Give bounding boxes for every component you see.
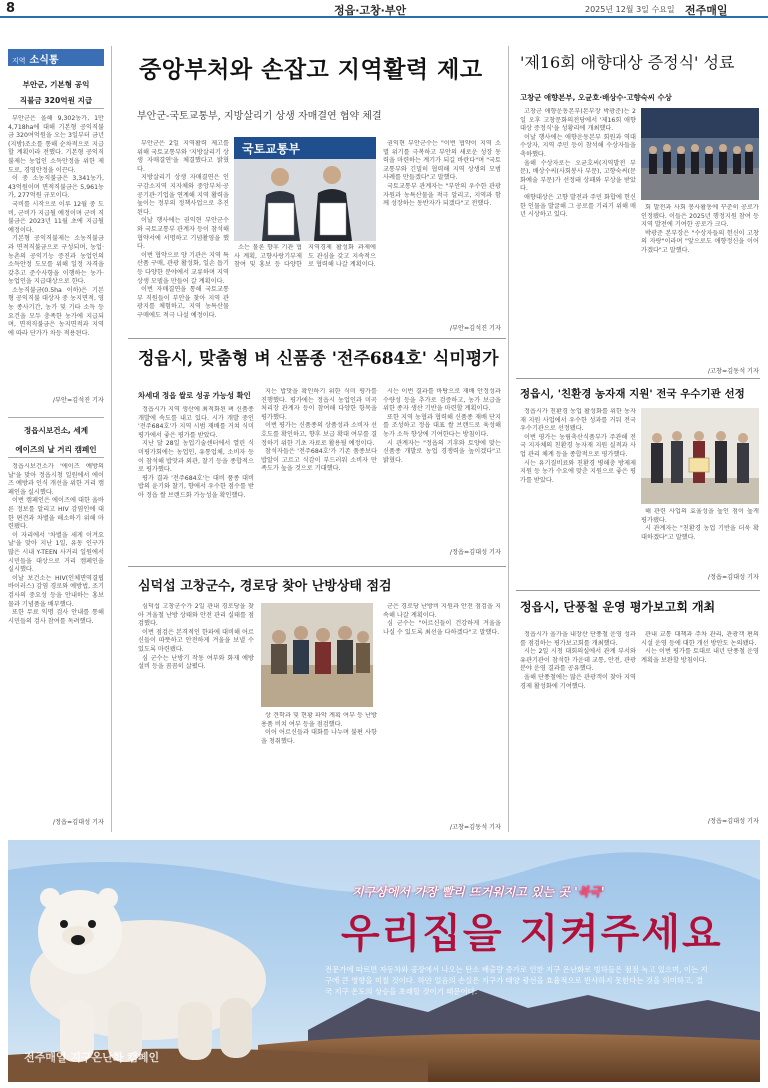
report-headline: 정읍시, 단풍철 운영 평가보고회 개최: [520, 600, 716, 614]
sidebar-tag-label: 소식통: [29, 55, 59, 66]
award-subhead: 고창군 애향본부, 오균호·배상수·고향숙씨 수상: [520, 93, 672, 102]
article-paragraph: 이번 평가는 농림축산식품부가 주관해 전국 지자체의 친환경 농자재 지원 실적과 사업 관리 체계 등을 종합적으로 평가했다.: [520, 433, 636, 458]
photo-banner-text: 국토교통부: [242, 142, 300, 156]
lead-subhead: 부안군-국토교통부, 지방살리기 상생 자매결연 협약 체결: [137, 111, 382, 122]
article-paragraph: 애향대상은 고향 발전과 주민 화합에 헌신한 인물을 발굴해 그 공로를 기리기 위해 매년 시상하고 있다.: [520, 193, 636, 219]
govisit-body-col1-cont: [138, 712, 254, 822]
section-divider: [516, 590, 760, 591]
article-paragraph: 이날 행사에는 애향운동본부 회원과 역대 수상자, 지역 주민 등이 참석해 수상자들을 축하했다.: [520, 133, 636, 158]
section-divider: [128, 566, 506, 567]
article-paragraph: 시 관계자는 "친환경 농업 기반을 더욱 확대하겠다"고 말했다.: [641, 525, 759, 541]
article-paragraph: 국비를 시작으로 이루 12월 중 도비, 군비가 지급될 예정이며 군비 직불금은 2023년 11월 초에 지급될 예정이다.: [8, 200, 104, 234]
article-paragraph: 참석자들은 '전주684호'가 기존 품종보다 밥알이 고르고 식감이 부드러워 소비자 만족도가 높을 것으로 기대했다.: [261, 448, 377, 473]
climate-campaign-ad: [8, 840, 760, 1082]
senior-center-photo: [261, 603, 373, 707]
sidebar-story2-byline: /정읍=김대성 기자: [52, 819, 104, 826]
rice-body-col3: [383, 388, 501, 538]
article-paragraph: 또한 지역 농협과 협력해 신품종 재배 단지를 조성하고 정읍 대표 쌀 브랜드로 육성해 농가 소득 향상에 기여한다는 방침이다.: [383, 413, 501, 438]
award-body-col2: [641, 204, 759, 364]
article-paragraph: 이번 캠페인은 에이즈에 대한 올바른 정보를 알리고 HIV 감염인에 대한 편견과 차별을 해소하기 위해 마련됐다.: [8, 497, 104, 531]
sidebar-story1-title-line1: 부안군, 기본형 공익: [22, 80, 90, 89]
article-paragraph: 회 발전과 사회 봉사활동에 꾸준히 공로가 인정됐다. 이들은 2025년 행정지원 참여 등 지역 발전에 기여한 공로가 크다.: [641, 204, 759, 229]
article-paragraph: 부안군은 올해 9,302농가, 1만 4,718ha에 대해 기본형 공익직불금 320여억원을 오는 3일부터 금년(지방)조소를 통해 순차적으로 지급할 계획이라 전했다. 기본형 공익직불제는 농업인 소득안정을 위한 제도로, 경영안정을 이끈다.: [8, 115, 104, 174]
article-paragraph: 이어 어르신들과 대화를 나누며 불편 사항을 청취했다.: [261, 729, 377, 745]
award-headline: '제16회 애향대상 증정식' 성료: [520, 53, 735, 72]
ad-kicker-highlight: 북극: [577, 885, 601, 899]
article-paragraph: 시는 이번 평가를 토대로 내년 단풍철 운영 계획을 보완할 방침이다.: [641, 648, 759, 664]
issue-date: 2025년 12월 3일 수요일: [585, 5, 675, 14]
award-ceremony-photo: [641, 108, 759, 200]
report-body-col2: [641, 631, 759, 811]
article-paragraph: 심 군수는 "어르신들이 건강하게 겨울을 나실 수 있도록 최선을 다하겠다"고 말했다.: [383, 620, 501, 636]
lead-body-col2: [234, 244, 376, 318]
article-paragraph: 이날 보건소는 HIV(인체면역결핍바이러스) 감염 경로와 예방법, 조기 검사의 중요성 등을 안내하는 홍보물과 기념품을 배부했다.: [8, 574, 104, 608]
newspaper-brand: 전주매일: [685, 4, 728, 17]
article-paragraph: 또한 무료 익명 검사 안내를 통해 시민들의 검사 참여를 독려했다.: [8, 609, 104, 625]
rice-body-col2: [261, 388, 377, 552]
article-paragraph: 정읍시가 올가을 내장산 단풍철 운영 성과를 점검하는 평가보고회를 개최했다.: [520, 631, 636, 647]
farmer-body-col1: [520, 408, 636, 572]
news-sidebar: [8, 49, 104, 831]
lead-body-col1: [137, 140, 229, 318]
award-byline: /고창=김동석 기자: [707, 368, 759, 375]
page-number: 8: [6, 1, 16, 16]
sidebar-tag-small: 지역: [12, 57, 26, 65]
article-paragraph: 박광준 본부장은 "수상자들의 헌신이 고창의 자랑"이라며 "앞으로도 애향정신을 이어가겠다"고 말했다.: [641, 229, 759, 254]
signing-ceremony-photo: [234, 137, 376, 241]
sidebar-story1-byline: /부안=김석진 기자: [52, 397, 104, 404]
section-title: 정읍·고창·부안: [334, 4, 407, 17]
rice-byline: /정읍=김대성 기자: [449, 549, 501, 556]
article-paragraph: 국토교통부 관계자는 "부안의 우수한 관광자원과 농특산물을 적극 알리고, 지역과 함께 성장하는 동반자가 되겠다"고 전했다.: [383, 182, 501, 208]
report-byline: /정읍=김대성 기자: [707, 818, 759, 825]
sidebar-story2-body: [8, 463, 104, 813]
ad-copy: 전문가에 따르면 자동차와 공장에서 나오는 탄소 배출량 증가로 인한 지구 온난화로 빙하들은 점점 녹고 있으며, 이는 지구에 큰 영향을 미칠 것이다. 하얀 얼음의 손실은 지구가 태양 광선을 효율적으로 반사하지 못한다는 것을 의미하고, 결국 지구 온도의 상승을 초래할 것이기 때문이다.: [325, 965, 708, 996]
sidebar-tag: [8, 49, 104, 66]
ad-kicker: [352, 883, 605, 900]
lead-photo: [234, 137, 376, 241]
article-paragraph: 평가 결과 '전주684호'는 대비 품종 대비 밥의 윤기와 찰기, 향에서 우수한 점수를 받아 정읍 쌀 브랜드화 가능성을 확인했다.: [138, 474, 254, 499]
sidebar-story2-title-line2: 에이즈의 날 거리 캠페인: [8, 442, 104, 458]
govisit-headline: 심덕섭 고창군수, 경로당 찾아 난방상태 점검: [138, 579, 392, 594]
article-paragraph: 지는 밥맛을 확인하기 위한 식미 평가를 진행했다. 평가에는 정읍시 농업인과 미곡처리장 관계자 등이 참여해 다양한 항목을 평가했다.: [261, 388, 377, 421]
sidebar-story2-title-line1: 정읍시보건소, 세계: [8, 417, 104, 438]
article-paragraph: 올해 수상자로는 오균호씨(지역발전 부문), 배상수씨(사회봉사 부문), 고향숙씨(문화예술 부문)가 선정돼 상패와 부상을 받았다.: [520, 159, 636, 193]
farmer-byline: /정읍=김대성 기자: [707, 574, 759, 581]
arctic-scene-illustration: [8, 840, 760, 1082]
lead-byline: /부안=김석진 기자: [449, 325, 501, 332]
article-paragraph: 소농직불금(0.5ha 이하)은 기본형 공익직불 대상자 중 농지면적, 영농 종사기간, 농가 및 기타 소득 등 요건을 모두 충족한 농가에 지급되며, 면적직불금은 농지면적과 지역에 따라 단가가 차등 적용된다.: [8, 286, 104, 337]
article-paragraph: 심 군수는 난방기 작동 여부와 화재 예방 설비 등을 꼼꼼히 살폈다.: [138, 654, 254, 671]
report-body-col1: [520, 631, 636, 821]
article-paragraph: 부안군은 2일 지역활력 제고를 위해 국토교통부와 '지방살리기 상생 자매결연'을 체결했다고 밝혔다.: [137, 140, 229, 173]
article-paragraph: 시는 유기질비료와 친환경 병해충 방제제 지원 등 농가 수요에 맞춘 지원으로 좋은 평가를 받았다.: [520, 459, 636, 484]
article-paragraph: 지방살리기 상생 자매결연은 인구감소지역 지자체와 중앙부처·공공기관·기업을 연계해 지역 활력을 높이는 정부의 정책사업으로 추진된다.: [137, 174, 229, 216]
sidebar-story1-body: [8, 115, 104, 391]
ad-kicker-end: ': [601, 885, 605, 899]
article-paragraph: 고창군 애향운동본부(본부장 박광준)는 2일 오후 고창문화의전당에서 '제16회 애향대상 증정식'을 성황리에 개최했다.: [520, 108, 636, 133]
article-paragraph: 이날 행사에는 권익현 부안군수와 국토교통부 관계자 등이 참석해 협약서에 서명하고 기념촬영을 했다.: [137, 217, 229, 251]
column-divider: [508, 46, 509, 832]
award-body-col1: [520, 108, 636, 374]
article-paragraph: 관내 교통 대책과 주차 관리, 관광객 편의 시설 운영 등에 대한 개선 방안도 논의됐다.: [641, 631, 759, 647]
article-paragraph: 지난 달 28일 농업기술센터에서 열린 식미평가회에는 농업인, 유통업체, 소비자 등이 참석해 밥맛과 외관, 찰기 등을 종합적으로 평가했다.: [138, 440, 254, 474]
article-paragraph: 군은 경로당 난방비 지원과 안전 점검을 지속해 나갈 계획이다.: [383, 603, 501, 619]
rice-body-col1: [138, 406, 254, 552]
article-paragraph: 기본형 공익직불제는 소농직불금과 면적직불금으로 구성되며, 농업·농촌의 공익기능 증진과 농업인의 소득안정 도모를 위해 일정 자격을 갖추고 준수사항을 이행하는 농가·농업인을 지급대상으로 한다.: [8, 235, 104, 286]
govisit-body-col2: [261, 712, 377, 822]
article-paragraph: 올해 단풍철에는 많은 관광객이 찾아 지역 경제 활성화에 기여했다.: [520, 673, 636, 690]
lead-body-col3: [383, 140, 501, 318]
article-paragraph: 시는 이번 결과를 바탕으로 재배 안정성과 수량성 등을 추가로 검증하고, 농가 보급을 위한 종자 생산 기반을 마련할 계획이다.: [383, 388, 501, 413]
article-paragraph: 시는 2일 시청 대회의실에서 관계 부서와 유관기관이 참석한 가운데 교통, 안전, 관광 분야 운영 결과를 공유했다.: [520, 648, 636, 673]
article-paragraph: 상 견학과 및 현황 파악 계획 여부 등 난방용품 비치 여부 등을 점검했다.: [261, 712, 377, 728]
article-paragraph: 이번 점검은 본격적인 한파에 대비해 어르신들이 따뜻하고 안전하게 겨울을 보낼 수 있도록 마련됐다.: [138, 628, 254, 653]
page-header: [0, 0, 768, 18]
article-paragraph: 이 중 소농직불금은 3,341농가, 43억원이며 면적직불금은 5,961농가, 277억원 규모이다.: [8, 175, 104, 200]
rice-headline: 정읍시, 맞춤형 벼 신품종 '전주684호' 식미평가: [138, 349, 499, 369]
section-divider: [516, 378, 760, 379]
govisit-photo: [261, 603, 373, 707]
farmer-body-col2: [641, 508, 759, 568]
article-paragraph: 정읍시가 지역 생산에 최적화된 벼 신품종 개발에 속도를 내고 있다. 시가 개발 중인 '전주684호'가 지역 시범 재배를 거쳐 식미평가에서 좋은 평가를 받았다.: [138, 406, 254, 439]
article-paragraph: 이번 협약으로 양 기관은 지역 특산품 구매, 관광 활성화, 일손 돕기 등 다양한 분야에서 교류하며 지역 상생 모델을 만들어 갈 계획이다.: [137, 251, 229, 285]
lead-headline: 중앙부처와 손잡고 지역활력 제고: [139, 56, 483, 83]
article-paragraph: 해 관련 사업의 효율성을 높인 점이 높게 평가됐다.: [641, 508, 759, 524]
article-paragraph: 이번 평가는 신품종의 상품성과 소비자 선호도를 확인하고, 향후 보급 확대 여부를 결정하기 위한 기초 자료로 활용될 예정이다.: [261, 422, 377, 447]
govisit-byline: /고창=김동석 기자: [449, 824, 501, 831]
farmer-headline: 정읍시, '친환경 농자재 지원' 전국 우수기관 선정: [520, 388, 745, 400]
article-paragraph: 권익현 부안군수는 "이번 협약이 지역 소멸 위기를 극복하고 부안의 새로운 성장 동력을 마련하는 계기가 되길 바란다"며 "국토교통부와 긴밀히 협력해 지역 상생의 모범 사례를 만들겠다"고 말했다.: [383, 140, 501, 182]
ad-headline: 우리집을 지켜주세요: [341, 910, 723, 957]
farmer-photo: [641, 408, 759, 504]
govisit-body-col3: [383, 603, 501, 817]
rice-subhead: 차세대 정읍 쌀로 성공 가능성 확인: [138, 391, 251, 400]
article-paragraph: 심덕섭 고창군수가 2일 관내 경로당을 찾아 겨울철 난방 상태와 안전 관리 실태를 점검했다.: [138, 603, 254, 628]
sidebar-story1-title-line2: 직불금 320억원 지급: [8, 93, 104, 109]
article-paragraph: 소는 물론 향후 기관 협사 계획, 고향사랑기부제 참여 및 홍보 등 다양한 지역경제 활성화 과제에도 관심을 갖고 지속적으로 협력해 나갈 계획이다.: [234, 244, 376, 269]
ad-campaign-stamp: 전주매일 지구온난화 캠페인: [24, 1051, 160, 1064]
award-presentation-photo: [641, 408, 759, 504]
article-paragraph: 정읍시보건소가 '에이즈 예방의 날'을 맞아 정읍시청 일원에서 에이즈 예방과 인식 개선을 위한 거리 캠페인을 실시했다.: [8, 463, 104, 496]
ad-kicker-text: 지구상에서 가장 빨리 뜨거워지고 있는 곳 ': [352, 885, 578, 899]
article-paragraph: 이 자리에서 '차별을 세게 이겨요 날'을 맞아 지난 1일, 유동 인구가 많은 시내 Y-TEEN 사거리 일원에서 시민들을 대상으로 거리 캠페인을 실시했다.: [8, 531, 104, 574]
article-paragraph: 정읍시가 친환경 농업 활성화를 위한 농자재 지원 사업에서 우수한 성과를 거둬 전국 우수기관으로 선정됐다.: [520, 408, 636, 433]
article-paragraph: 시 관계자는 "정읍의 기후와 토양에 맞는 신품종 개발로 농업 경쟁력을 높이겠다"고 밝혔다.: [383, 439, 501, 464]
article-paragraph: 이번 자매결연을 통해 국토교통부 직원들이 부안을 찾아 지역 관광지를 체험하고, 지역 농특산물 구매에도 적극 나설 예정이다.: [137, 286, 229, 318]
govisit-body-col1: [138, 603, 254, 707]
award-photo: [641, 108, 759, 200]
column-divider: [111, 46, 112, 832]
section-divider: [128, 338, 506, 339]
